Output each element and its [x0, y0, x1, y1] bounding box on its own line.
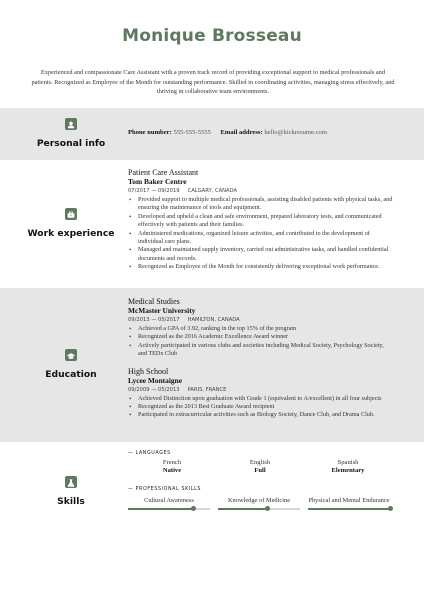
list-item: • Actively participated in various clubs and societies including Medical Society, Psychology Society, and TEDx Club	[128, 342, 394, 359]
email-label: Email address:	[220, 129, 263, 136]
skill-level-dot	[191, 506, 196, 511]
language-item	[128, 459, 216, 475]
education-dates: 09/2009 — 05/2013	[128, 386, 180, 393]
education-school: Lycee Montaigne	[128, 375, 182, 385]
skill-level-dot	[265, 506, 270, 511]
list-item: • Recognized as Employee of the Month for consistently delivering exceptional work performance.	[128, 263, 394, 271]
education-bullets	[128, 395, 394, 420]
languages-row	[128, 459, 396, 475]
list-item: • Administered medications, organized leisure activities, and contributed to the development of individual care plans.	[128, 230, 394, 247]
education-section	[0, 288, 424, 442]
list-item: • Recognized as the 2016 Academic Excellence Award winner	[128, 333, 394, 341]
list-item: • Provided support to multiple medical professionals, assisting disabled patients with physical tasks, and ensuring the maintenance of tools and equipment.	[128, 196, 394, 213]
language-item	[216, 459, 304, 475]
skills-section	[0, 442, 424, 542]
language-level: Elementary	[331, 467, 365, 474]
email-value[interactable]: hello@kickresume.com	[264, 129, 327, 136]
language-name: Spanish	[337, 459, 359, 466]
job-dates: 07/2017 — 09/2019	[128, 188, 180, 194]
education-location: HAMILTON, CANADA	[187, 317, 240, 323]
languages-heading: — LANGUAGES	[128, 451, 171, 456]
education-title: High School	[128, 366, 169, 376]
candidate-name: Monique Brosseau	[122, 26, 302, 46]
skill-bar	[218, 508, 300, 510]
phone-label: Phone number:	[128, 129, 172, 136]
phone-value: 555-555-5555	[173, 129, 211, 136]
skill-bar	[128, 508, 210, 510]
education-meta	[128, 316, 394, 324]
education-bullets	[128, 325, 394, 359]
list-item: • Achieved a GPA of 3.92, ranking in the top 15% of the program	[128, 325, 394, 333]
graduation-cap-icon	[65, 349, 77, 361]
skill-item	[218, 497, 300, 510]
section-title-skills: Skills	[57, 496, 85, 507]
language-item	[304, 459, 392, 475]
list-item: • Participated in extracurricular activities such as Biology Society, Dance Club, and Drama Club.	[128, 411, 394, 419]
professional-skills-heading: — PROFESSIONAL SKILLS	[128, 487, 202, 492]
list-item: • Achieved Distinction upon graduation with Grade 1 (equivalent to A/excellent) in all four subjects	[128, 395, 394, 403]
skill-bar	[308, 508, 390, 510]
job-location: CALGARY, CANADA	[187, 188, 238, 194]
job-meta	[128, 187, 394, 195]
flask-icon	[65, 476, 77, 488]
section-title-education: Education	[45, 369, 97, 380]
language-level: Full	[254, 467, 266, 474]
contact-line	[128, 129, 394, 136]
briefcase-icon	[65, 208, 77, 220]
education-dates: 09/2013 — 05/2017	[128, 317, 180, 323]
job-bullets	[128, 196, 394, 272]
list-item: • Recognized as the 2013 Best Graduate Award recipient	[128, 403, 394, 411]
personal-info-section	[0, 108, 424, 160]
language-level: Native	[162, 467, 182, 474]
section-title-experience: Work experience	[27, 228, 115, 239]
professional-skills-row	[128, 497, 390, 510]
skill-level-dot	[388, 506, 393, 511]
section-title-personal: Personal info	[36, 138, 106, 149]
skill-name: Physical and Mental Endurance	[308, 497, 390, 504]
language-name: French	[162, 459, 182, 466]
job-title: Patient Care Assistant	[128, 168, 199, 177]
education-meta	[128, 386, 394, 394]
work-experience-section	[0, 160, 424, 288]
language-name: English	[249, 459, 271, 466]
job-employer: Tom Baker Centre	[128, 177, 187, 186]
education-school: McMaster University	[128, 306, 196, 315]
education-title: Medical Studies	[128, 297, 180, 306]
summary-text: Experienced and compassionate Care Assistant with a proven track record of providing exceptional support to medical professionals and patients. Recognized as Employee of the Month for outstanding performance. Skilled in coordinating activities, managing stress effectively, and thriving in collaborative team environments.	[31, 69, 395, 96]
list-item: • Managed and maintained supply inventory, carried out administrative tasks, and handled confidential documents and records.	[128, 246, 394, 263]
person-icon	[65, 118, 77, 130]
skill-item	[128, 497, 210, 510]
skill-name: Knowledge of Medicine	[227, 497, 291, 504]
education-location: PARIS, FRANCE	[187, 386, 227, 393]
skill-name: Cultural Awareness	[144, 497, 194, 504]
skill-item	[308, 497, 390, 510]
list-item: • Developed and upheld a clean and safe environment, prepared laboratory tests, and communicated effectively with patients and their families.	[128, 213, 394, 230]
